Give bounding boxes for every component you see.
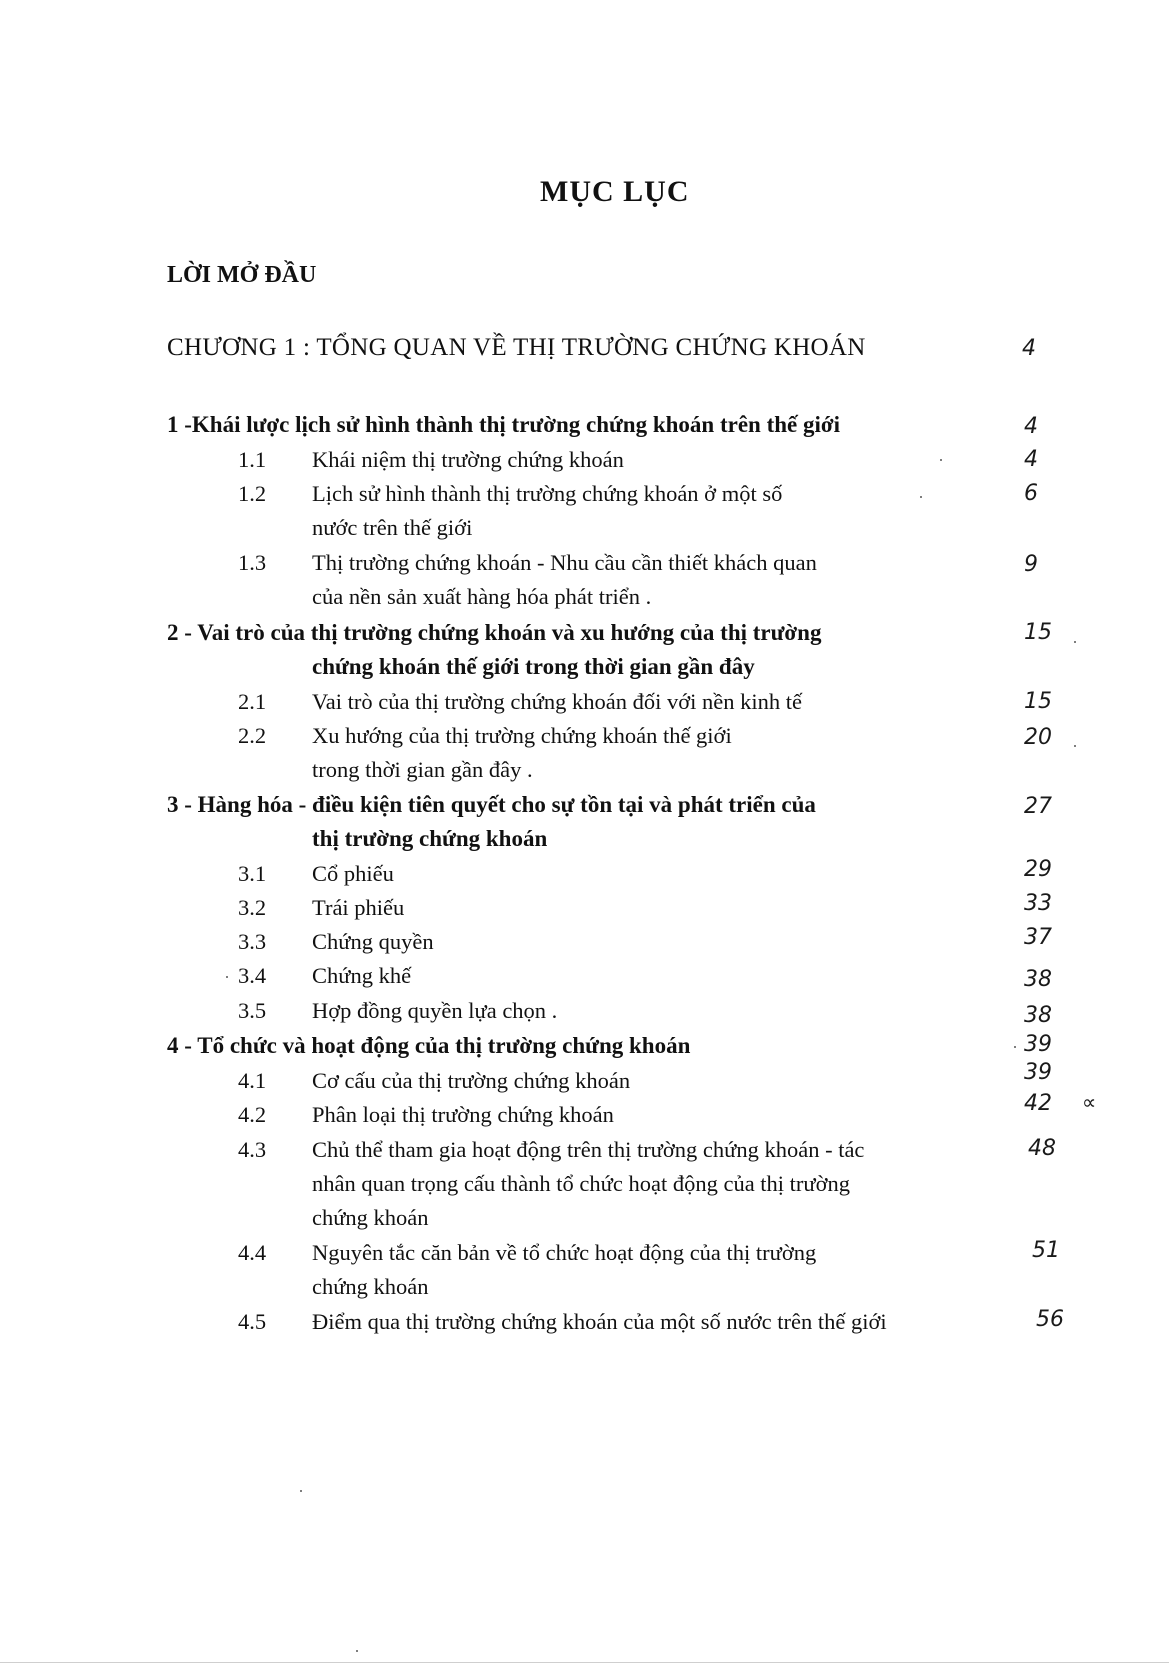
- item-3-3-page: 37: [1024, 925, 1052, 950]
- item-4-4-title-cont: chứng khoán: [312, 1274, 429, 1299]
- section-4-page: 39: [1024, 1032, 1052, 1057]
- item-1-3-page: 9: [1024, 552, 1038, 577]
- scan-speck: [356, 1650, 358, 1652]
- item-1-2-number: 1.2: [238, 481, 267, 506]
- item-2-2-title: Xu hướng của thị trường chứng khoán thế giới: [312, 723, 732, 748]
- section-4-heading: 4 - Tổ chức và hoạt động của thị trường chứng khoán: [167, 1033, 691, 1058]
- chapter-heading: CHƯƠNG 1 : TỔNG QUAN VỀ THỊ TRƯỜNG CHỨNG KHOÁN: [167, 334, 866, 361]
- item-4-1-page: 39: [1024, 1060, 1052, 1085]
- item-3-5-title: Hợp đồng quyền lựa chọn .: [312, 998, 558, 1023]
- item-4-1-title: Cơ cấu của thị trường chứng khoán: [312, 1068, 631, 1093]
- item-4-2-number: 4.2: [238, 1102, 267, 1127]
- item-3-1-number: 3.1: [238, 861, 267, 886]
- section-3-heading: 3 - Hàng hóa - điều kiện tiên quyết cho sự tồn tại và phát triển của: [167, 792, 816, 817]
- item-4-2-page: 42: [1024, 1091, 1052, 1116]
- item-2-2-number: 2.2: [238, 723, 267, 748]
- item-1-2-page: 6: [1024, 481, 1038, 506]
- item-4-4-number: 4.4: [238, 1240, 267, 1265]
- item-2-1-title: Vai trò của thị trường chứng khoán đối với nền kinh tế: [312, 689, 802, 714]
- item-1-3-title: Thị trường chứng khoán - Nhu cầu cần thiết khách quan: [312, 550, 817, 575]
- item-1-1-page: 4: [1024, 447, 1038, 472]
- item-3-3-title: Chứng quyền: [312, 929, 434, 954]
- item-2-2-page: 20: [1024, 725, 1052, 750]
- item-3-2-title: Trái phiếu: [312, 895, 405, 920]
- item-4-2-title: Phân loại thị trường chứng khoán: [312, 1102, 614, 1127]
- item-3-2-page: 33: [1024, 891, 1052, 916]
- item-4-5-number: 4.5: [238, 1309, 267, 1334]
- scan-speck: [920, 496, 922, 498]
- item-2-1-page: 15: [1024, 689, 1052, 714]
- scan-speck: [1074, 745, 1076, 747]
- item-1-3-title-cont: của nền sản xuất hàng hóa phát triển .: [312, 584, 652, 609]
- item-4-3-number: 4.3: [238, 1137, 267, 1162]
- item-4-5-page: 56: [1036, 1307, 1064, 1332]
- item-3-1-title: Cổ phiếu: [312, 861, 394, 886]
- item-4-3-title-cont-1: nhân quan trọng cấu thành tổ chức hoạt động của thị trường: [312, 1171, 851, 1196]
- item-4-5-title: Điểm qua thị trường chứng khoán của một số nước trên thế giới: [312, 1309, 887, 1334]
- item-3-4-title: Chứng khế: [312, 963, 412, 988]
- chapter-page-number: 4: [1022, 336, 1036, 361]
- item-4-4-page: 51: [1032, 1238, 1060, 1263]
- margin-alpha-mark: ∝: [1082, 1090, 1097, 1114]
- item-3-3-number: 3.3: [238, 929, 267, 954]
- section-1-heading: 1 -Khái lược lịch sử hình thành thị trường chứng khoán trên thế giới: [167, 412, 840, 437]
- item-2-2-title-cont: trong thời gian gần đây .: [312, 757, 533, 782]
- item-1-2-title-cont: nước trên thế giới: [312, 515, 473, 540]
- scan-speck: [300, 1490, 302, 1492]
- item-4-3-title-cont-2: chứng khoán: [312, 1205, 429, 1230]
- section-2-heading-cont: chứng khoán thế giới trong thời gian gần đây: [312, 654, 755, 679]
- scan-speck: [226, 976, 228, 978]
- section-1-page: 4: [1024, 414, 1038, 439]
- item-3-5-page: 38: [1024, 1003, 1052, 1028]
- item-4-1-number: 4.1: [238, 1068, 267, 1093]
- item-1-1-number: 1.1: [238, 447, 267, 472]
- item-1-3-number: 1.3: [238, 550, 267, 575]
- item-3-4-page: 38: [1024, 967, 1052, 992]
- section-2-heading: 2 - Vai trò của thị trường chứng khoán và xu hướng của thị trường: [167, 620, 822, 645]
- item-2-1-number: 2.1: [238, 689, 267, 714]
- item-4-3-page: 48: [1028, 1136, 1056, 1161]
- scan-speck: [940, 459, 942, 461]
- item-1-1-title: Khái niệm thị trường chứng khoán: [312, 447, 624, 472]
- scan-speck: [1074, 641, 1076, 643]
- page-title: MỤC LỤC: [540, 175, 690, 208]
- intro-heading: LỜI MỞ ĐẦU: [167, 262, 317, 288]
- section-3-heading-cont: thị trường chứng khoán: [312, 826, 548, 851]
- item-3-1-page: 29: [1024, 857, 1052, 882]
- section-2-page: 15: [1024, 620, 1052, 645]
- item-4-3-title: Chủ thể tham gia hoạt động trên thị trường chứng khoán - tác: [312, 1137, 865, 1162]
- scan-speck: [1014, 1046, 1016, 1048]
- item-4-4-title: Nguyên tắc căn bản về tổ chức hoạt động của thị trường: [312, 1240, 817, 1265]
- item-3-2-number: 3.2: [238, 895, 267, 920]
- section-3-page: 27: [1024, 794, 1052, 819]
- item-1-2-title: Lịch sử hình thành thị trường chứng khoán ở một số: [312, 481, 783, 506]
- item-3-5-number: 3.5: [238, 998, 267, 1023]
- item-3-4-number: 3.4: [238, 963, 267, 988]
